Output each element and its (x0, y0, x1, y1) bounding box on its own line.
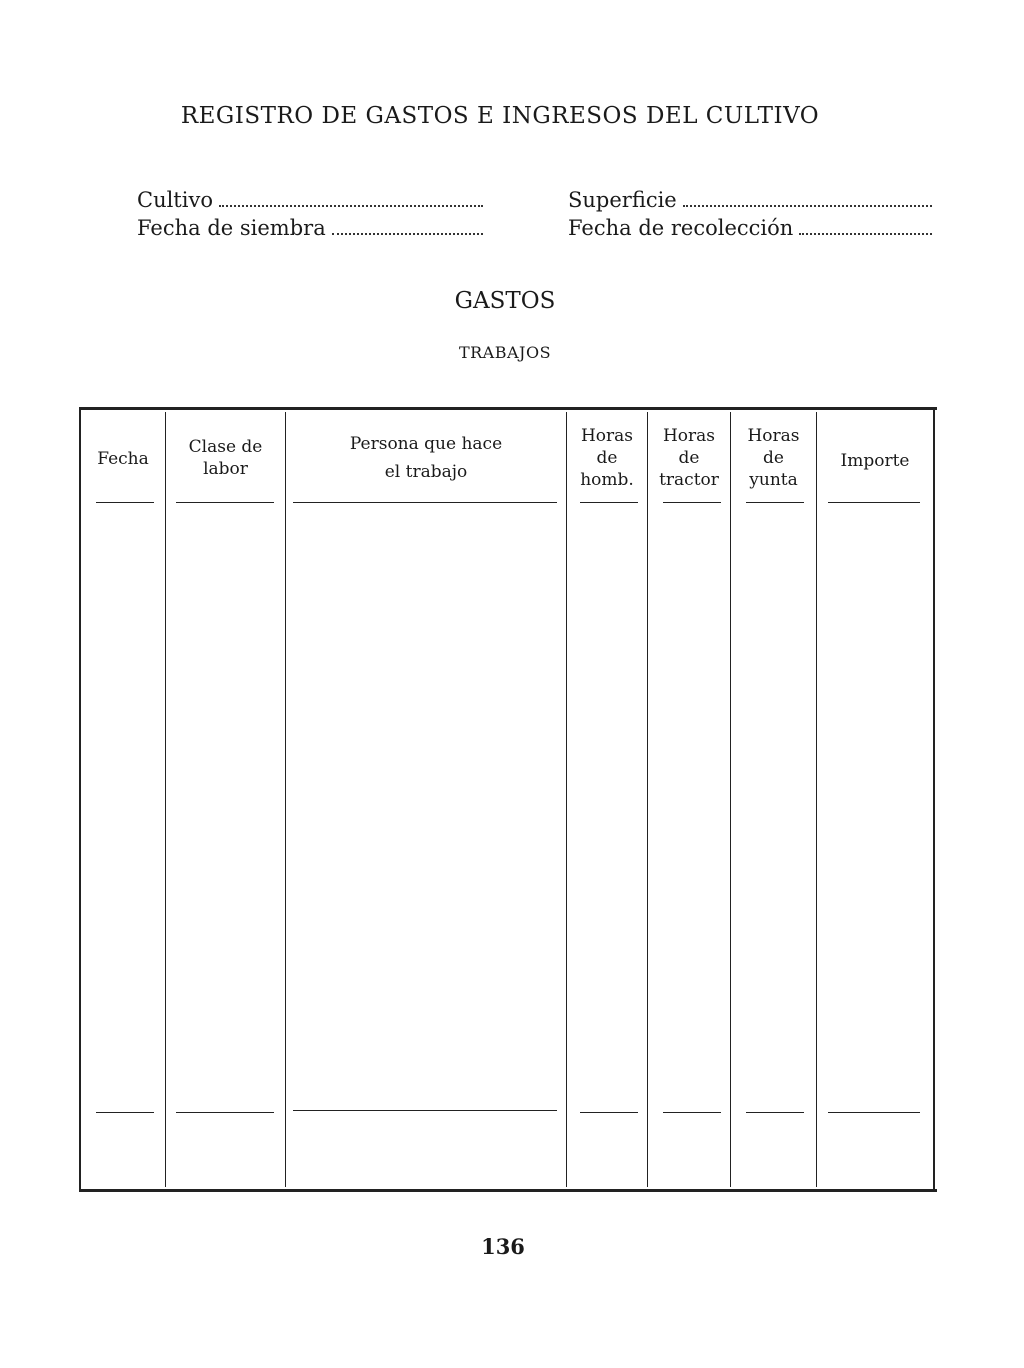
total-rule (746, 1112, 804, 1113)
section-heading: GASTOS (454, 288, 556, 314)
table-top-rule (79, 407, 937, 410)
header-clase-labor (166, 436, 285, 480)
total-rule (96, 1112, 154, 1113)
fecha-recoleccion-dotted-line (799, 233, 932, 235)
column-divider (647, 412, 648, 1187)
header-persona-line2: el trabajo (384, 462, 468, 482)
fecha-siembra-field[interactable] (137, 216, 483, 240)
superficie-field[interactable] (568, 188, 932, 212)
fecha-siembra-label: Fecha de siembra (137, 216, 326, 240)
table-left-border (79, 410, 81, 1189)
header-tractor-line3: tractor (659, 470, 719, 490)
header-horas-hombre (567, 425, 647, 491)
header-tractor-line1: Horas (662, 426, 716, 446)
superficie-dotted-line (683, 205, 932, 207)
cultivo-label: Cultivo (137, 188, 213, 212)
column-divider (816, 412, 817, 1187)
page-number: 136 (481, 1234, 525, 1259)
header-clase-line1: Clase de (188, 437, 263, 457)
header-underline (663, 502, 721, 503)
column-divider (566, 412, 567, 1187)
header-importe: Importe (840, 451, 910, 471)
header-clase-line2: labor (203, 459, 248, 479)
subsection-heading: TRABAJOS (458, 343, 552, 362)
superficie-label: Superficie (568, 188, 677, 212)
header-persona (286, 430, 566, 486)
header-tractor-line2: de (678, 448, 700, 468)
header-yunta-line3: yunta (749, 470, 798, 490)
header-hombre-line1: Horas (580, 426, 634, 446)
header-underline (293, 502, 557, 503)
total-rule (828, 1112, 920, 1113)
column-divider (730, 412, 731, 1187)
header-yunta-line2: de (763, 448, 784, 468)
table-right-border (933, 410, 935, 1189)
header-persona-line1: Persona que hace (349, 434, 503, 454)
header-fecha: Fecha (97, 449, 149, 469)
header-underline (580, 502, 638, 503)
fecha-recoleccion-label: Fecha de recolección (568, 216, 794, 240)
cultivo-dotted-line (219, 205, 483, 207)
header-underline (828, 502, 920, 503)
header-underline (96, 502, 154, 503)
page-title: REGISTRO DE GASTOS E INGRESOS DEL CULTIVO (180, 103, 820, 129)
cultivo-field[interactable] (137, 188, 483, 212)
column-divider (165, 412, 166, 1187)
header-underline (176, 502, 274, 503)
total-rule (580, 1112, 638, 1113)
total-rule (176, 1112, 274, 1113)
header-hombre-line2: de (596, 448, 618, 468)
table-bottom-rule (79, 1189, 937, 1192)
header-horas-tractor (648, 425, 730, 491)
total-rule (663, 1112, 721, 1113)
fecha-recoleccion-field[interactable] (568, 216, 932, 240)
fecha-siembra-dotted-line (332, 233, 483, 235)
total-rule (293, 1110, 557, 1111)
column-divider (285, 412, 286, 1187)
header-yunta-line1: Horas (747, 426, 800, 446)
header-underline (746, 502, 804, 503)
header-hombre-line3: homb. (580, 470, 634, 490)
header-horas-yunta (731, 425, 816, 491)
